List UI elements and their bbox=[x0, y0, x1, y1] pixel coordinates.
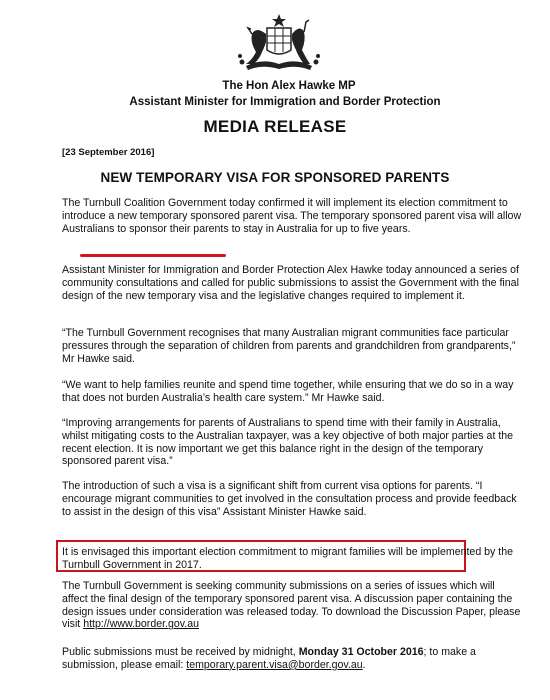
paragraph-9-text-b: ; to make a submission, please email: bbox=[62, 646, 476, 671]
paragraph-8-text: The Turnbull Government is seeking community submissions on a series of issues which will affect the final design of the temporary sponsored parent visa. A discussion paper containing the design issues under consideration was released today. To download the Discussion Paper, please visit bbox=[62, 580, 521, 631]
coat-of-arms-icon bbox=[232, 12, 326, 74]
paragraph-8 bbox=[62, 580, 522, 631]
page-title: NEW TEMPORARY VISA FOR SPONSORED PARENTS bbox=[100, 170, 450, 185]
paragraph-1: The Turnbull Coalition Government today confirmed it will implement its election commitment to introduce a new temporary sponsored parent visa. The temporary sponsored parent visa will allow Australians to sponsor their parents to stay in Australia for up to five years. bbox=[62, 197, 522, 235]
red-underline-annotation bbox=[80, 254, 226, 257]
border-website-link[interactable]: http://www.border.gov.au bbox=[83, 618, 200, 631]
minister-title: Assistant Minister for Immigration and Border Protection bbox=[129, 96, 441, 108]
minister-name: The Hon Alex Hawke MP bbox=[222, 80, 356, 92]
media-release-heading: MEDIA RELEASE bbox=[203, 117, 347, 136]
paragraph-9-end: . bbox=[362, 658, 366, 671]
paragraph-4-quote: “We want to help families reunite and spend time together, while ensuring that we do so in a way that does not burden Australia’s health care system.” Mr Hawke said. bbox=[62, 379, 514, 404]
release-date: [23 September 2016] bbox=[62, 147, 155, 158]
paragraph-3-quote: “The Turnbull Government recognises that many Australian migrant communities face particular pressures through the separation of children from parents and grandchildren from grandparents,” Mr Hawke said. bbox=[62, 327, 516, 365]
submission-email-link[interactable]: temporary.parent.visa@border.gov.au bbox=[186, 658, 363, 671]
submission-deadline: Monday 31 October 2016 bbox=[298, 646, 424, 658]
paragraph-9-text-a: Public submissions must be received by midnight, bbox=[62, 646, 296, 658]
paragraph-9 bbox=[62, 646, 522, 672]
paragraph-5-quote: “Improving arrangements for parents of Australians to spend time with their family in Australia, whilst mitigating costs to the Australian taxpayer, was a key objective of both major parties at the recent election. It is now important we get this balance right in the design of the temporary sponsored parent visa.” bbox=[62, 417, 514, 468]
paragraph-7-highlighted: It is envisaged this important election commitment to migrant families will be implemented by the Turnbull Government in 2017. bbox=[62, 546, 514, 571]
paragraph-6: The introduction of such a visa is a significant shift from current visa options for parents. “I encourage migrant communities to get involved in the consultation process and provide feedback to assist in the design of this visa” Assistant Minister Hawke said. bbox=[62, 480, 517, 518]
paragraph-2: Assistant Minister for Immigration and Border Protection Alex Hawke today announced a series of community consultations and called for public submissions to assist the Government with the final design of the new temporary visa and the legislative changes required to implement it. bbox=[62, 264, 519, 302]
